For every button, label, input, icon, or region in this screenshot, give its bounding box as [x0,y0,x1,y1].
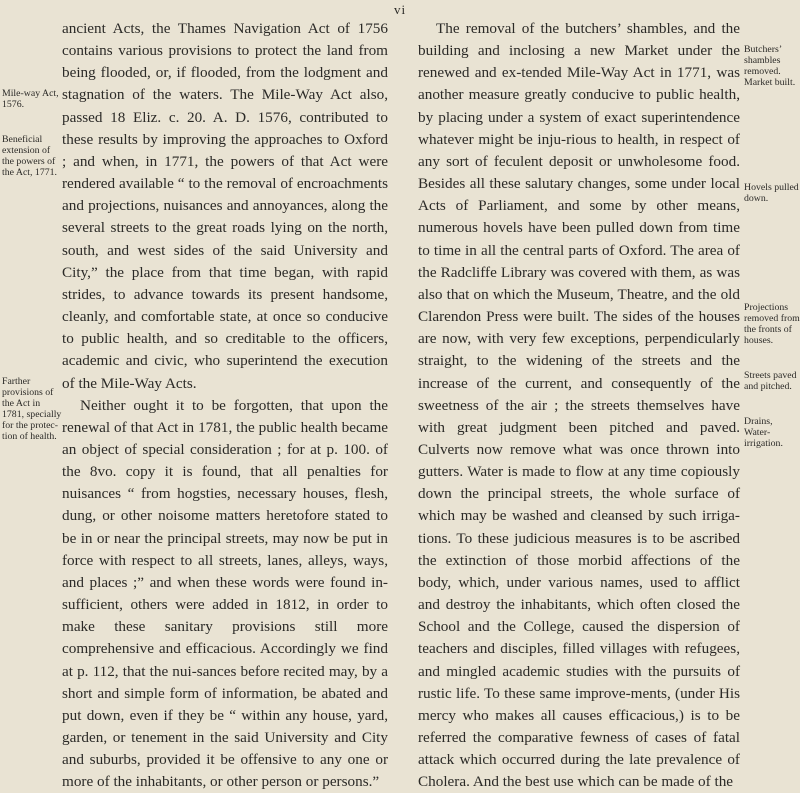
margin-note-farther-provisions: Farther provisions of the Act in 1781, specially for the protec-tion of health. [2,376,62,442]
margin-note-projections: Projections removed from the fronts of houses. [744,302,800,346]
margin-note-drains: Drains, Water-irrigation. [744,416,783,449]
page-number: vi [393,2,407,17]
right-paragraph-1: The removal of the butchers’ shambles, and the building and inclosing a new Market under the renewed and ex-tended Mile-Way Act in 1771, was another measure greatly conducive to public health, by placing under a system of exact superintendence whatever might be inju-rious to health, in respect of any sort of feculent deposit or unwholesome food. Besides all these salutary changes, some under local Acts of Parliament, and some by other means, numerous hovels have been pulled down from time to time in all the central parts of Oxford. The area of the Radcliffe Library was covered with them, as was also that on which the Museum, Theatre, and the old Clarendon Press were built. The sides of the houses are now, with very few exceptions, perpendicularly straight, to the widening of the streets and the increase of the current, and consequently of the sweetness of the air ; the streets themselves have with great judgment been pitched and paved. Culverts now remove what was once thrown into gutters. Water is made to flow at any time copiously down the principal streets, the whole surface of which may be washed and cleansed by such irriga-tions. To these judicious measures is to be ascribed the extinction of those morbid affections of the body, which, under various names, used to afflict and destroy the inhabitants, which often closed the School and the College, caused the dispersion of teachers and disciples, filled villages with refugees, and mingled academic studies with the pursuits of rustic life. To these same improve-ments, (under His mercy who makes all causes efficacious,) is to be referred the comparative fewness of cases of fatal attack which occurred during the late prevalence of Cholera. And the best use which can be made of the [418,20,740,791]
margin-note-streets-paved: Streets paved and pitched. [744,370,797,392]
left-paragraph-1: ancient Acts, the Thames Navigation Act of 1756 contains various provisions to protect the land from being flooded, or, if flooded, from the lodgment and stagnation of the waters. The Mile-Way Act also, passed 18 Eliz. c. 20. A. D. 1576, contributed to these results by improving the approaches to Oxford ; and when, in 1771, the powers of that Act were rendered available “ to the removal of encroachments and projections, nuisances and annoyances, along the several streets to the great roads lying on the north, south, and west sides of the said University and City,” the place from that time began, with rapid strides, to advance towards its present handsome, cleanly, and comfortable state, at once so conducive to public health, and so creditable to the officers, academic and civic, who superintend the execution of the Mile-Way Acts. [62,20,388,392]
margin-note-butchers-shambles: Butchers’ shambles removed. Market built. [744,44,796,88]
margin-note-mile-way-act: Mile-way Act, 1576. [2,88,59,110]
right-column [418,18,740,793]
margin-note-hovels: Hovels pulled down. [744,182,799,204]
margin-note-beneficial-extension: Beneficial extension of the powers of the Act, 1771. [2,134,57,178]
left-column [62,18,388,793]
left-paragraph-2: Neither ought it to be forgotten, that upon the renewal of that Act in 1781, the public health became an object of special consideration ; for at p. 100. of the 8vo. copy it is found, that all penalties for nuisances “ from hogsties, necessary houses, flesh, dung, or other noisome matters heretofore stated to be in or near the principal streets, may now be put in force with respect to all streets, lanes, alleys, ways, and places ;” and when these words were found in-sufficient, others were added in 1812, in order to make these sanitary provisions still more comprehensive and efficacious. Accordingly we find at p. 112, that the nui-sances before recited may, by a short and simple form of information, be abated and put down, even if they be “ within any house, yard, garden, or tenement in the said University and City and suburbs, provided it be offensive to any one or more of the inhabitants, or other person or persons.” [62,396,388,791]
